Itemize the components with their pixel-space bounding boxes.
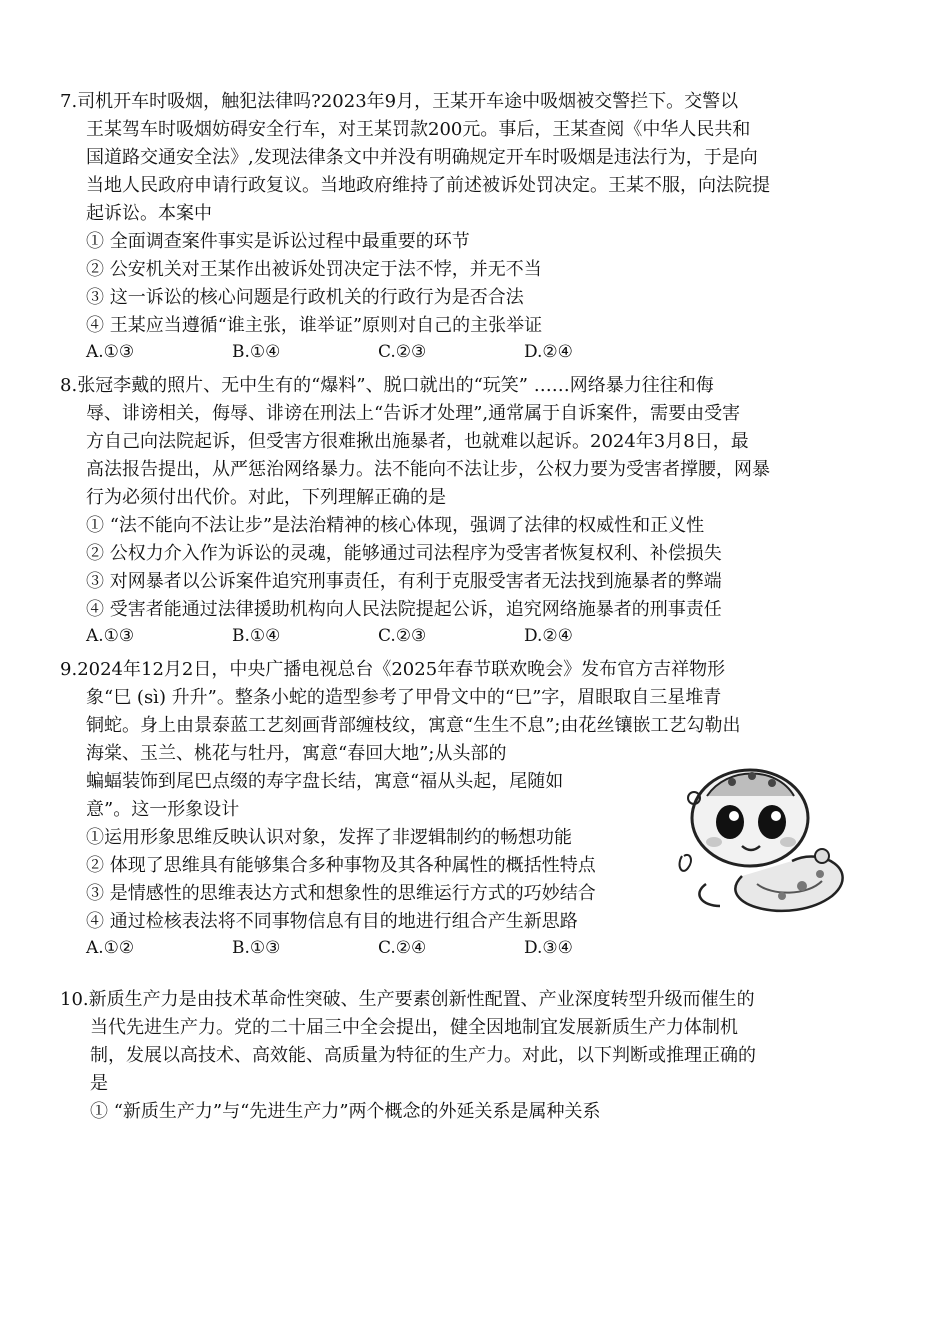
- choice-b: B.①④: [232, 342, 281, 362]
- option-line: ② 公安机关对王某作出被诉处罚决定于法不悖，并无不当: [86, 259, 542, 280]
- option-line: ① “法不能向不法让步”是法治精神的核心体现，强调了法律的权威性和正义性: [86, 515, 705, 536]
- question-number: 10.: [60, 989, 89, 1010]
- option-line: ④ 受害者能通过法律援助机构向人民法院提起公诉，追究网络施暴者的刑事责任: [86, 599, 722, 620]
- stem-line: 当代先进生产力。党的二十届三中全会提出，健全因地制宜发展新质生产力体制机: [90, 1017, 738, 1038]
- choice-d: D.②④: [524, 626, 573, 646]
- question-stem: [60, 986, 890, 1098]
- option-line: ①运用形象思维反映认识对象，发挥了非逻辑制约的畅想功能: [86, 827, 572, 848]
- stem-line: 蝙蝠装饰到尾巴点缀的寿字盘长结，寓意“福从头起，尾随如: [86, 771, 564, 792]
- option-line: ③ 这一诉讼的核心问题是行政机关的行政行为是否合法: [86, 287, 524, 308]
- choice-d: D.②④: [524, 342, 573, 362]
- stem-line: 意”。这一形象设计: [86, 799, 240, 820]
- stem-line: 高法报告提出，从严惩治网络暴力。法不能向不法让步，公权力要为受害者撑腰，网暴: [86, 459, 770, 480]
- question-stem: [60, 372, 890, 512]
- option-line: ④ 通过检核表法将不同事物信息有目的地进行组合产生新思路: [86, 911, 578, 932]
- stem-line: 2024年12月2日，中央广播电视总台《2025年春节联欢晚会》发布官方吉祥物形: [77, 659, 726, 680]
- question-8: [60, 372, 890, 648]
- question-10: [60, 986, 890, 1126]
- option-line: ③ 对网暴者以公诉案件追究刑事责任，有利于克服受害者无法找到施暴者的弊端: [86, 571, 722, 592]
- stem-line: 制，发展以高技术、高效能、高质量为特征的生产力。对此，以下判断或推理正确的: [90, 1045, 756, 1066]
- option-line: ③ 是情感性的思维表达方式和想象性的思维运行方式的巧妙结合: [86, 883, 596, 904]
- option-line: ① “新质生产力”与“先进生产力”两个概念的外延关系是属种关系: [90, 1101, 601, 1122]
- question-number: 7.: [60, 91, 78, 112]
- answer-choices: [60, 340, 890, 364]
- stem-line: 铜蛇。身上由景泰蓝工艺刻画背部缠枝纹，寓意“生生不息”;由花丝镶嵌工艺勾勒出: [86, 715, 741, 736]
- question-stem: [60, 88, 890, 228]
- stem-line: 方自己向法院起诉，但受害方很难揪出施暴者，也就难以起诉。2024年3月8日，最: [86, 431, 749, 452]
- choice-a: A.①②: [86, 938, 135, 958]
- choice-a: A.①③: [86, 626, 135, 646]
- option-line: ② 公权力介入作为诉讼的灵魂，能够通过司法程序为受害者恢复权利、补偿损失: [86, 543, 722, 564]
- stem-line: 张冠李戴的照片、无中生有的“爆料”、脱口就出的“玩笑” ……网络暴力往往和侮: [77, 375, 714, 396]
- stem-line: 当地人民政府申请行政复议。当地政府维持了前述被诉处罚决定。王某不服，向法院提: [86, 175, 770, 196]
- stem-line: 司机开车时吸烟，触犯法律吗?2023年9月，王某开车途中吸烟被交警拦下。交警以: [77, 91, 739, 112]
- stem-line: 王某驾车时吸烟妨碍安全行车，对王某罚款200元。事后，王某查阅《中华人民共和: [86, 119, 751, 140]
- choice-c: C.②③: [378, 626, 427, 646]
- stem-line: 海棠、玉兰、桃花与牡丹，寓意“春回大地”;从头部的: [86, 743, 507, 764]
- stem-line: 是: [90, 1073, 108, 1094]
- choice-c: C.②③: [378, 342, 427, 362]
- stem-line: 起诉讼。本案中: [86, 203, 212, 224]
- stem-line: 辱、诽谤相关，侮辱、诽谤在刑法上“告诉才处理”,通常属于自诉案件，需要由受害: [86, 403, 741, 424]
- snake-mascot-drawing: [672, 756, 862, 926]
- answer-choices: [60, 624, 890, 648]
- question-number: 8.: [60, 375, 78, 396]
- choice-a: A.①③: [86, 342, 135, 362]
- stem-line: 象“巳 (sì) 升升”。整条小蛇的造型参考了甲骨文中的“巳”字，眉眼取自三星堆青: [86, 687, 722, 708]
- choice-b: B.①③: [232, 938, 281, 958]
- snake-mascot-icon: [672, 756, 862, 926]
- stem-line: 行为必须付出代价。对此，下列理解正确的是: [86, 487, 446, 508]
- choice-b: B.①④: [232, 626, 281, 646]
- choice-c: C.②④: [378, 938, 427, 958]
- question-number: 9.: [60, 659, 78, 680]
- option-line: ④ 王某应当遵循“谁主张，谁举证”原则对自己的主张举证: [86, 315, 543, 336]
- stem-line: 新质生产力是由技术革命性突破、生产要素创新性配置、产业深度转型升级而催生的: [88, 989, 755, 1010]
- stem-line: 国道路交通安全法》,发现法律条文中并没有明确规定开车时吸烟是违法行为，于是向: [86, 147, 758, 168]
- question-7: [60, 88, 890, 364]
- choice-d: D.③④: [524, 938, 573, 958]
- answer-choices: [60, 936, 890, 960]
- option-line: ① 全面调查案件事实是诉讼过程中最重要的环节: [86, 231, 470, 252]
- option-line: ② 体现了思维具有能够集合多种事物及其各种属性的概括性特点: [86, 855, 596, 876]
